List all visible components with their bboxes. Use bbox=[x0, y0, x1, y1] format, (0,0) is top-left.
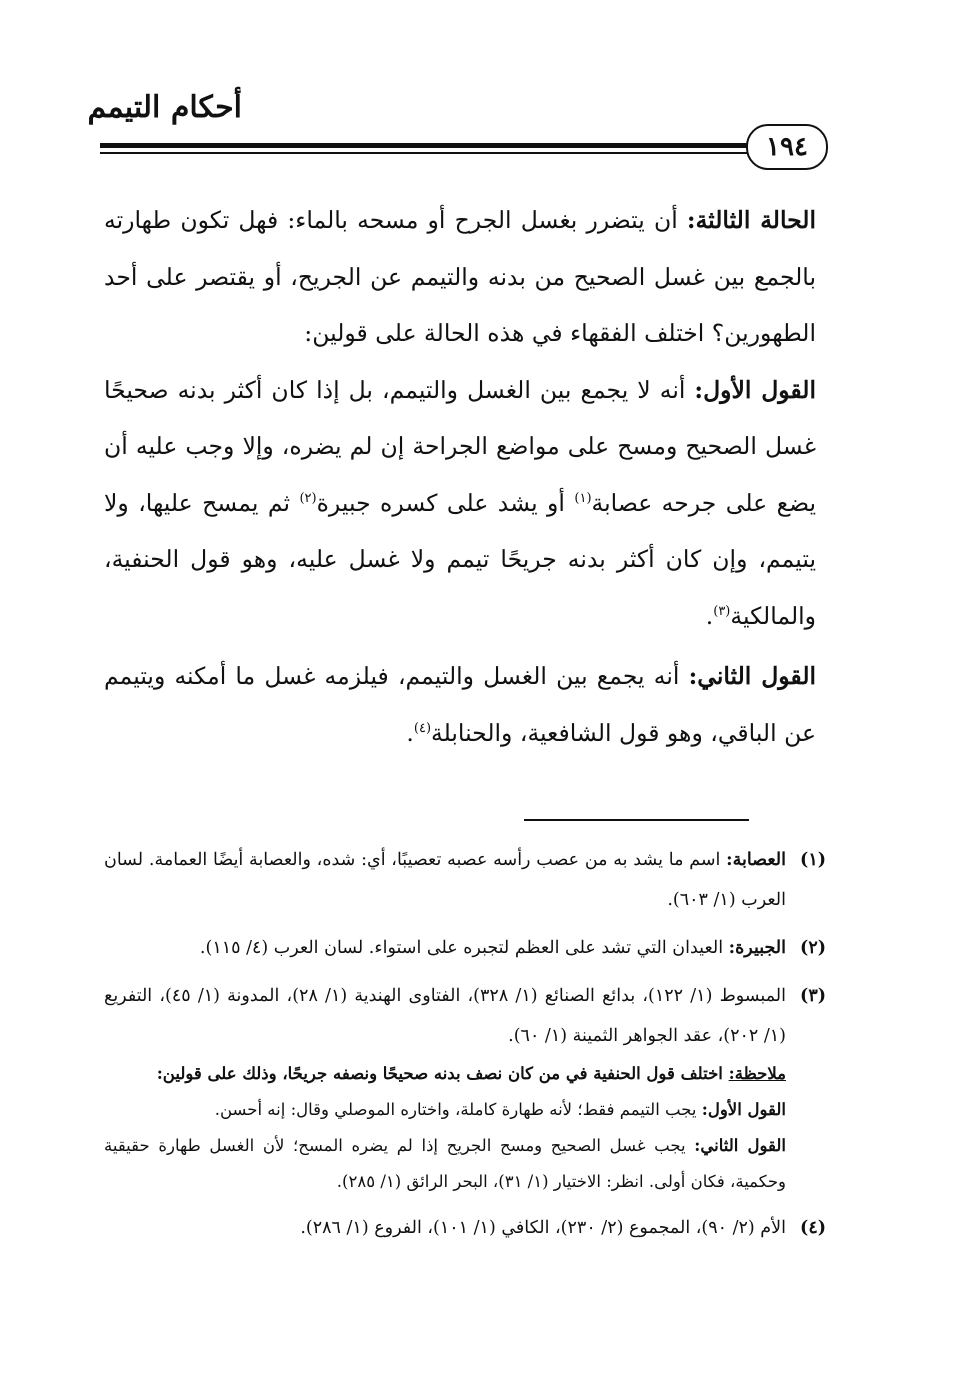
paragraph-text: ثم يمسح عليها، ولا يتيمم، وإن كان أكثر بدنه جريحًا تيمم ولا غسل عليه، وهو قول الحنفية، والمالكية bbox=[104, 488, 816, 630]
note-lead: القول الأول: bbox=[701, 1100, 786, 1119]
note-lead: ملاحظة: bbox=[728, 1064, 786, 1083]
paragraph-text: أو يشد على كسره جبيرة bbox=[316, 488, 575, 517]
footnote-body bbox=[104, 976, 786, 1200]
note-text: اختلف قول الحنفية في من كان نصف بدنه صحيحًا ونصفه جريحًا، وذلك على قولين: bbox=[156, 1064, 729, 1083]
footnote-separator bbox=[524, 819, 749, 821]
header-rule-thin bbox=[100, 152, 751, 154]
main-text bbox=[104, 192, 816, 761]
page-number: ١٩٤ bbox=[746, 124, 828, 170]
footnote-number: (٤) bbox=[800, 1218, 826, 1238]
footnote-body bbox=[104, 1208, 786, 1248]
footnote-text: المبسوط (١/ ١٢٢)، بدائع الصنائع (١/ ٣٢٨)، الفتاوى الهندية (١/ ٢٨)، المدونة (١/ ٤٥)، التفريع (١/ ٢٠٢)، عقد الجواهر الثمينة (١/ ٦٠). bbox=[104, 986, 787, 1046]
footnote-ref[interactable]: (٤) bbox=[413, 720, 432, 736]
paragraph-second-opinion bbox=[104, 648, 816, 761]
paragraph-end: . bbox=[705, 601, 714, 630]
footnote-4 bbox=[104, 1208, 826, 1248]
header-rule-thick bbox=[100, 143, 751, 148]
paragraph-end: . bbox=[406, 718, 414, 747]
footnote-body bbox=[104, 840, 786, 920]
footnote-number: (١) bbox=[800, 850, 826, 870]
paragraph-text: أن يتضرر بغسل الجرح أو مسحه بالماء: فهل تكون طهارته بالجمع بين غسل الصحيح من بدنه والتيمم عن الجريح، أو يقتصر على أحد الطهورين؟ اختلف الفقهاء في هذه الحالة على قولين: bbox=[104, 206, 816, 347]
footnote-2 bbox=[104, 928, 826, 968]
footnote-1 bbox=[104, 840, 826, 920]
footnote-number: (٣) bbox=[800, 986, 826, 1006]
note-text: يجب غسل الصحيح ومسح الجريح إذا لم يضره المسح؛ لأن الغسل طهارة حقيقية وحكمية، فكان أولى. انظر: الاختيار (١/ ٣١)، البحر الرائق (١/ ٢٨٥). bbox=[104, 1136, 786, 1191]
paragraph-lead: الحالة الثالثة: bbox=[686, 206, 816, 234]
footnote-note-opinion-2 bbox=[104, 1128, 786, 1200]
paragraph-lead: القول الأول: bbox=[694, 375, 816, 404]
footnote-ref[interactable]: (١) bbox=[574, 490, 592, 506]
footnote-body bbox=[104, 928, 786, 968]
footnote-note-opinion-1 bbox=[104, 1092, 786, 1128]
footnotes bbox=[104, 840, 826, 1248]
paragraph-third-case bbox=[104, 192, 816, 362]
footnote-lead: الجبيرة: bbox=[728, 938, 786, 958]
footnote-3 bbox=[104, 976, 826, 1200]
footnote-note bbox=[104, 1056, 786, 1092]
footnote-ref[interactable]: (٣) bbox=[713, 603, 731, 619]
footnote-text: الأم (٢/ ٩٠)، المجموع (٢/ ٢٣٠)، الكافي (١/ ١٠١)، الفروع (١/ ٢٨٦). bbox=[300, 1218, 786, 1238]
footnote-text: اسم ما يشد به من عصب رأسه عصبه تعصيبًا، أي: شده، والعصابة أيضًا العمامة. لسان العرب (١/ ٦٠٣). bbox=[104, 850, 786, 910]
footnote-number: (٢) bbox=[800, 938, 826, 958]
footnote-text: العيدان التي تشد على العظم لتجبره على استواء. لسان العرب (٤/ ١١٥). bbox=[199, 938, 729, 958]
paragraph-first-opinion bbox=[104, 362, 816, 645]
note-lead: القول الثاني: bbox=[694, 1136, 786, 1155]
paragraph-text: أنه لا يجمع بين الغسل والتيمم، بل إذا كان أكثر بدنه صحيحًا غسل الصحيح ومسح على مواضع الجراحة إن لم يضره، وإلا وجب عليه أن يضع على جرحه عصابة bbox=[104, 375, 817, 517]
footnote-lead: العصابة: bbox=[726, 850, 786, 870]
running-header-title: أحكام التيمم bbox=[87, 90, 242, 125]
footnote-ref[interactable]: (٢) bbox=[299, 490, 317, 506]
note-text: يجب التيمم فقط؛ لأنه طهارة كاملة، واختاره الموصلي وقال: إنه أحسن. bbox=[214, 1100, 702, 1119]
paragraph-text: أنه يجمع بين الغسل والتيمم، فيلزمه غسل ما أمكنه ويتيمم عن الباقي، وهو قول الشافعية، والحنابلة bbox=[104, 662, 816, 747]
paragraph-lead: القول الثاني: bbox=[688, 662, 817, 690]
